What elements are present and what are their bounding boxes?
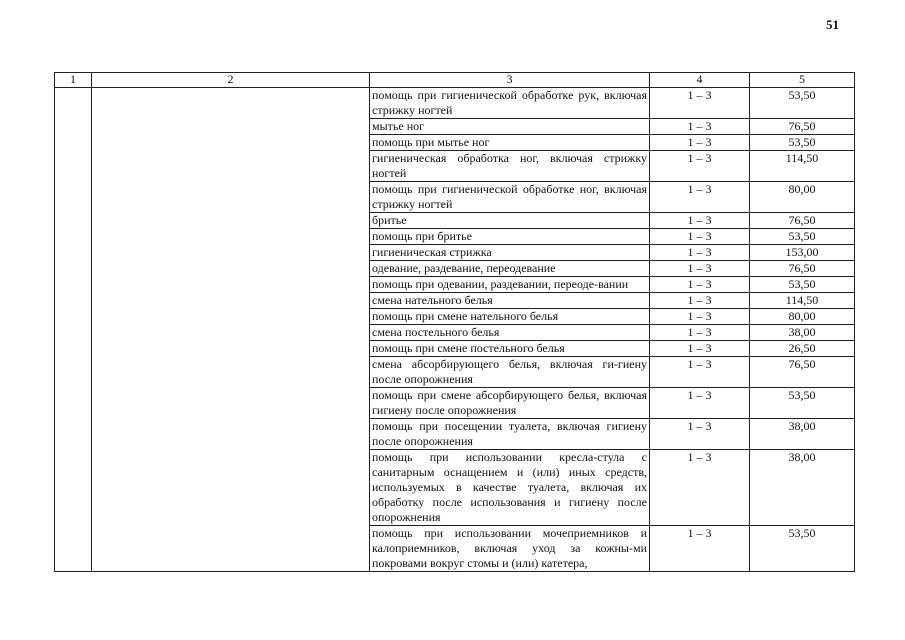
frequency-cell: 1 – 3 <box>650 135 750 151</box>
frequency-cell: 1 – 3 <box>650 419 750 450</box>
service-name-cell: одевание, раздевание, переодевание <box>370 261 650 277</box>
frequency-cell: 1 – 3 <box>650 245 750 261</box>
service-name-cell: помощь при гигиенической обработке ног, включая стрижку ногтей <box>370 182 650 213</box>
column-header-1: 1 <box>55 73 92 88</box>
frequency-cell: 1 – 3 <box>650 229 750 245</box>
frequency-cell: 1 – 3 <box>650 526 750 572</box>
service-name-cell: помощь при одевании, раздевании, переоде-вании <box>370 277 650 293</box>
column-1-cell <box>55 88 92 572</box>
price-cell: 76,50 <box>750 261 855 277</box>
frequency-cell: 1 – 3 <box>650 88 750 119</box>
price-cell: 53,50 <box>750 388 855 419</box>
frequency-cell: 1 – 3 <box>650 213 750 229</box>
service-name-cell: гигиеническая обработка ног, включая стрижку ногтей <box>370 151 650 182</box>
price-cell: 80,00 <box>750 182 855 213</box>
service-name-cell: помощь при смене постельного белья <box>370 341 650 357</box>
frequency-cell: 1 – 3 <box>650 357 750 388</box>
price-cell: 53,50 <box>750 135 855 151</box>
price-cell: 76,50 <box>750 213 855 229</box>
price-cell: 114,50 <box>750 293 855 309</box>
service-name-cell: помощь при мытье ног <box>370 135 650 151</box>
column-header-2: 2 <box>92 73 370 88</box>
service-name-cell: смена абсорбирующего белья, включая ги-гиену после опорожнения <box>370 357 650 388</box>
price-cell: 76,50 <box>750 119 855 135</box>
services-table <box>54 72 855 572</box>
frequency-cell: 1 – 3 <box>650 119 750 135</box>
price-cell: 53,50 <box>750 88 855 119</box>
frequency-cell: 1 – 3 <box>650 450 750 526</box>
column-header-4: 4 <box>650 73 750 88</box>
frequency-cell: 1 – 3 <box>650 309 750 325</box>
price-cell: 53,50 <box>750 277 855 293</box>
service-name-cell: мытье ног <box>370 119 650 135</box>
price-cell: 76,50 <box>750 357 855 388</box>
service-name-cell: помощь при гигиенической обработке рук, включая стрижку ногтей <box>370 88 650 119</box>
frequency-cell: 1 – 3 <box>650 388 750 419</box>
price-cell: 38,00 <box>750 419 855 450</box>
price-cell: 114,50 <box>750 151 855 182</box>
service-name-cell: помощь при использовании мочеприемников и калоприемников, включая уход за кожны-ми покровами вокруг стомы и (или) катетера, <box>370 526 650 572</box>
frequency-cell: 1 – 3 <box>650 341 750 357</box>
frequency-cell: 1 – 3 <box>650 151 750 182</box>
table-header-row <box>55 73 855 88</box>
price-cell: 80,00 <box>750 309 855 325</box>
price-cell: 53,50 <box>750 526 855 572</box>
table-body <box>55 88 855 572</box>
price-cell: 38,00 <box>750 325 855 341</box>
column-2-cell <box>92 88 370 572</box>
price-cell: 153,00 <box>750 245 855 261</box>
frequency-cell: 1 – 3 <box>650 261 750 277</box>
page-number: 51 <box>826 17 839 32</box>
frequency-cell: 1 – 3 <box>650 277 750 293</box>
service-name-cell: бритье <box>370 213 650 229</box>
frequency-cell: 1 – 3 <box>650 293 750 309</box>
frequency-cell: 1 – 3 <box>650 182 750 213</box>
price-cell: 53,50 <box>750 229 855 245</box>
frequency-cell: 1 – 3 <box>650 325 750 341</box>
service-name-cell: смена нательного белья <box>370 293 650 309</box>
service-name-cell: помощь при смене абсорбирующего белья, включая гигиену после опорожнения <box>370 388 650 419</box>
service-name-cell: помощь при смене нательного белья <box>370 309 650 325</box>
service-name-cell: помощь при посещении туалета, включая гигиену после опорожнения <box>370 419 650 450</box>
price-cell: 26,50 <box>750 341 855 357</box>
service-name-cell: смена постельного белья <box>370 325 650 341</box>
column-header-3: 3 <box>370 73 650 88</box>
price-cell: 38,00 <box>750 450 855 526</box>
service-name-cell: помощь при использовании кресла-стула с санитарным оснащением и (или) иных средств, используемых в качестве туалета, включая их обработку после использования и гигиену после опорожнения <box>370 450 650 526</box>
column-header-5: 5 <box>750 73 855 88</box>
service-name-cell: гигиеническая стрижка <box>370 245 650 261</box>
table-row <box>55 88 855 119</box>
service-name-cell: помощь при бритье <box>370 229 650 245</box>
